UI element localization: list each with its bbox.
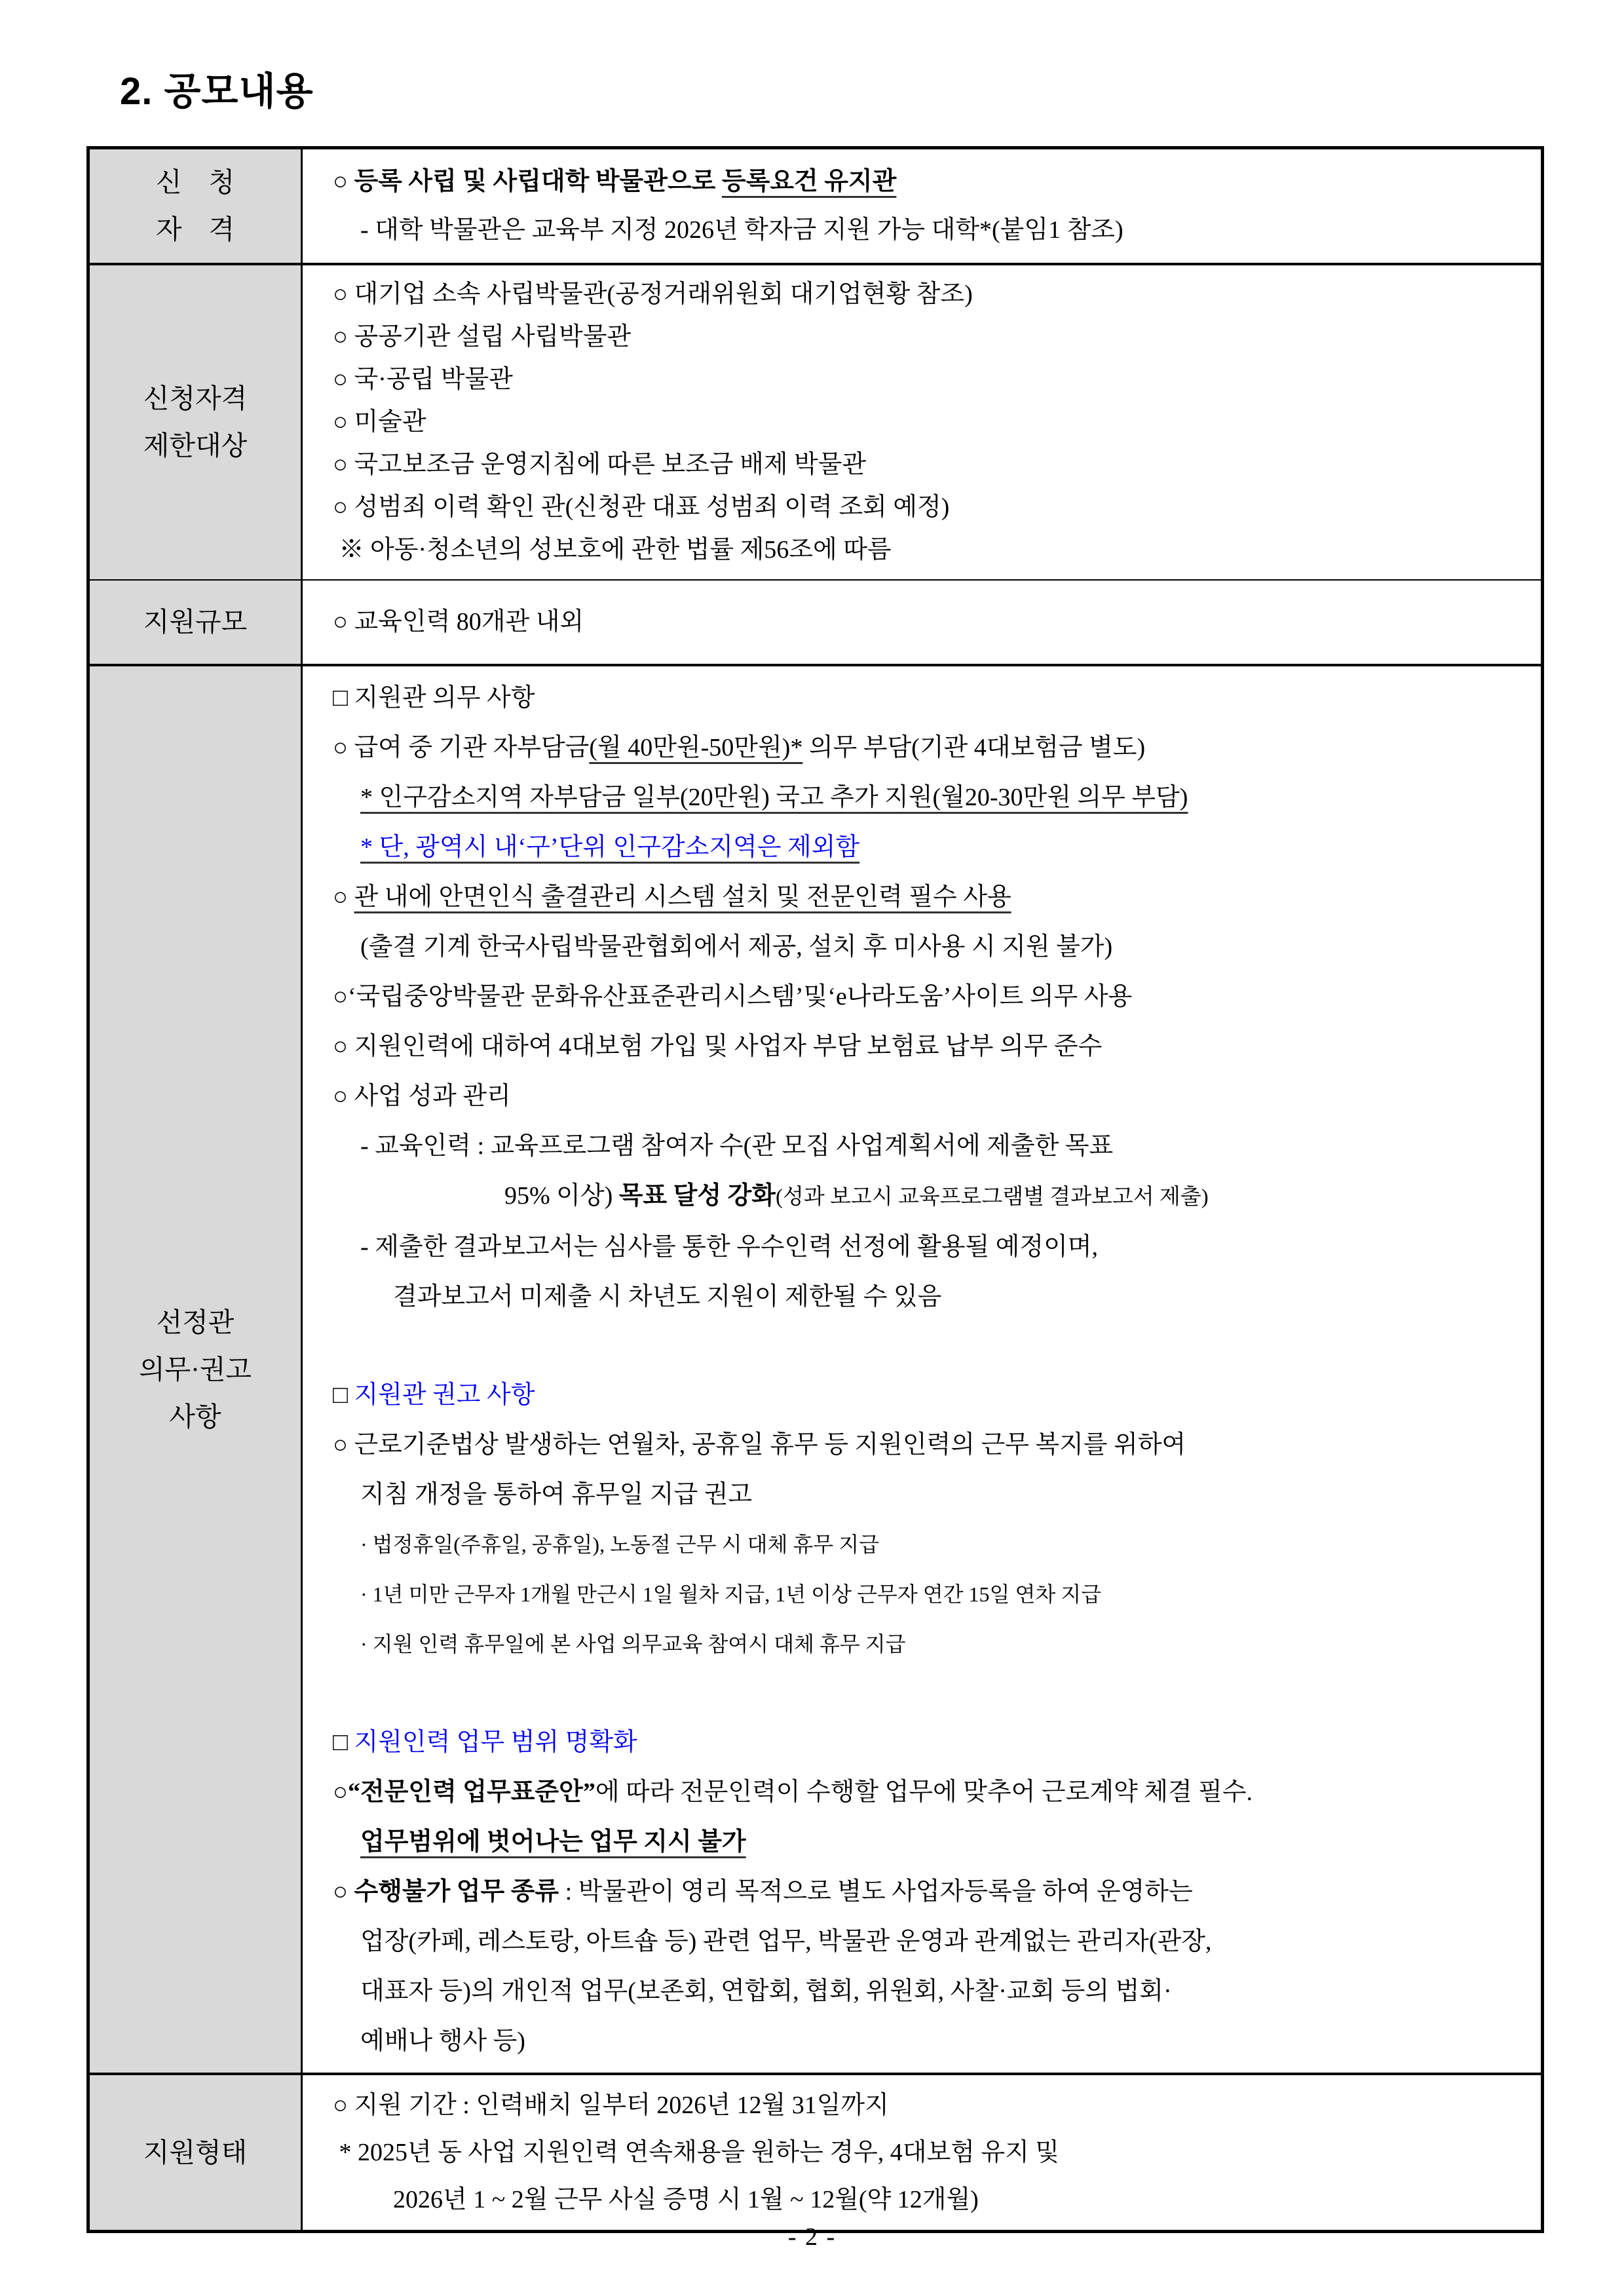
content-line xyxy=(333,1569,1532,1619)
text-segment: · 법정휴일(주휴일, 공휴일), 노동절 근무 시 대체 휴무 지급 xyxy=(360,1532,880,1556)
text-segment: 지원관 권고 사항 xyxy=(354,1381,535,1409)
text-segment: ○ 근로기준법상 발생하는 연월차, 공휴일 휴무 등 지원인력의 근무 복지를 위하여 xyxy=(333,1430,1186,1459)
row-content-restriction-targets xyxy=(302,264,1543,580)
content-line xyxy=(333,1767,1532,1817)
text-segment: □ xyxy=(333,1728,354,1756)
text-segment: “전문인력 업무표준안” xyxy=(347,1778,595,1806)
text-segment: 등록요건 유지관 xyxy=(721,168,897,196)
text-segment: ○ 급여 중 기관 자부담금 xyxy=(333,733,590,761)
content-line xyxy=(333,1619,1532,1669)
text-segment: ○ xyxy=(333,1778,348,1806)
text-segment: (출결 기계 한국사립박물관협회에서 제공, 설치 후 미사용 시 지원 불가) xyxy=(360,932,1113,961)
text-segment: · 지원 인력 휴무일에 본 사업 의무교육 참여시 대체 휴무 지급 xyxy=(360,1632,906,1656)
content-line xyxy=(333,401,1532,444)
content-line xyxy=(333,2082,1532,2129)
text-segment: □ xyxy=(333,1381,354,1409)
row-header-line: 선정관 xyxy=(156,1307,235,1337)
text-segment: - 제출한 결과보고서는 심사를 통한 우수인력 선정에 활용될 예정이며, xyxy=(360,1233,1098,1261)
text-segment: ○ 미술관 xyxy=(333,408,426,436)
text-segment: ○ 지원 기간 : 인력배치 일부터 2026년 12월 31일까지 xyxy=(333,2091,889,2119)
blank-line xyxy=(333,1669,1532,1717)
text-segment: · 1년 미만 근무자 1개월 만근시 1일 월차 지급, 1년 이상 근무자 연간 15일 연차 지급 xyxy=(360,1582,1102,1606)
content-line xyxy=(333,872,1532,922)
text-segment: - 교육인력 : 교육프로그램 참여자 수(관 모집 사업계획서에 제출한 목표 xyxy=(360,1132,1114,1160)
content-line xyxy=(333,972,1532,1022)
row-header-line: 의무·권고 xyxy=(138,1354,252,1385)
content-line xyxy=(333,599,1532,645)
content-line xyxy=(333,316,1532,358)
text-segment: □ 지원관 의무 사항 xyxy=(333,683,535,712)
text-segment: ○ 공공기관 설립 사립박물관 xyxy=(333,322,632,351)
text-segment: ○ 국고보조금 운영지침에 따른 보조금 배제 박물관 xyxy=(333,450,867,478)
content-line xyxy=(333,773,1532,822)
text-segment: 에 따라 전문인력이 수행할 업무에 맞추어 근로계약 체결 필수. xyxy=(595,1778,1253,1806)
content-line xyxy=(333,673,1532,723)
table-row-support-scale xyxy=(88,580,1543,665)
text-segment: 업장(카페, 레스토랑, 아트숍 등) 관련 업무, 박물관 운영과 관계없는 관리자(관장, xyxy=(360,1927,1212,1955)
content-line xyxy=(333,273,1532,316)
text-segment: (월 40만원-50만원)* xyxy=(589,733,803,761)
text-segment: (성과 보고시 교육프로그램별 결과보고서 제출) xyxy=(775,1185,1209,1209)
content-line xyxy=(333,444,1532,486)
row-header-line: 제한대상 xyxy=(143,430,248,461)
page-title: 2. 공모내용 xyxy=(120,70,314,113)
content-line xyxy=(333,1420,1532,1470)
row-content-obligations-recommendations xyxy=(302,665,1543,2074)
text-segment: ○ xyxy=(333,1877,354,1905)
text-segment: ※ 아동·청소년의 성보호에 관한 법률 제56조에 따름 xyxy=(333,535,892,564)
text-segment: 수행불가 업무 종류 xyxy=(354,1877,559,1905)
content-line xyxy=(333,1917,1532,1966)
row-header-line: 지원형태 xyxy=(143,2137,248,2168)
text-segment: 지침 개정을 통하여 휴무일 지급 권고 xyxy=(360,1480,753,1508)
text-segment: ○ 등록 사립 및 사립대학 박물관으로 xyxy=(333,168,722,196)
text-segment: ○ 성범죄 이력 확인 관(신청관 대표 성범죄 이력 조회 예정) xyxy=(333,493,950,521)
content-line xyxy=(333,1520,1532,1569)
table-row-support-type xyxy=(88,2074,1543,2232)
text-segment: 대표자 등)의 개인적 업무(보존회, 연합회, 협회, 위원회, 사찰·교회 등의 법회· xyxy=(360,1977,1172,2005)
content-line xyxy=(333,1717,1532,1767)
row-header-line: 사항 xyxy=(169,1401,221,1432)
text-segment: 의무 부담(기관 4대보험금 별도) xyxy=(803,733,1146,761)
content-line xyxy=(333,486,1532,529)
content-line xyxy=(333,1121,1532,1171)
text-segment: * 2025년 동 사업 지원인력 연속채용을 원하는 경우, 4대보험 유지 및 xyxy=(333,2138,1059,2166)
row-header-line: 지원규모 xyxy=(143,607,248,637)
text-segment: 95% 이상) xyxy=(504,1181,619,1210)
table-row-restriction-targets xyxy=(88,264,1543,580)
row-header-restriction-targets xyxy=(88,264,302,580)
content-line xyxy=(333,1817,1532,1867)
content-line xyxy=(333,822,1532,872)
text-segment: 결과보고서 미제출 시 차년도 지원이 제한될 수 있음 xyxy=(393,1282,942,1311)
table-row-obligations-recommendations xyxy=(88,665,1543,2074)
row-header-apply-qualification xyxy=(88,148,302,264)
row-header-support-type xyxy=(88,2074,302,2232)
text-segment: 목표 달성 강화 xyxy=(618,1181,776,1210)
content-line xyxy=(333,1966,1532,2016)
content-line xyxy=(333,2176,1532,2223)
content-line xyxy=(333,2016,1532,2066)
text-segment: ○‘국립중앙박물관 문화유산표준관리시스템’및‘e나라도움’사이트 의무 사용 xyxy=(333,982,1133,1010)
content-line xyxy=(333,206,1532,254)
text-segment: ○ 지원인력에 대하여 4대보험 가입 및 사업자 부담 보험료 납부 의무 준수 xyxy=(333,1032,1103,1060)
text-segment: 지원인력 업무 범위 명확화 xyxy=(354,1728,637,1756)
content-line xyxy=(333,1022,1532,1071)
content-line xyxy=(333,1470,1532,1520)
row-content-apply-qualification xyxy=(302,148,1543,264)
text-segment: * 단, 광역시 내‘구’단위 인구감소지역은 제외함 xyxy=(360,833,860,861)
row-header-obligations-recommendations xyxy=(88,665,302,2074)
content-line xyxy=(333,1272,1532,1322)
text-segment: 예배나 행사 등) xyxy=(360,2027,525,2055)
row-content-support-scale xyxy=(302,580,1543,665)
content-table xyxy=(86,146,1544,2233)
row-header-line: 자 격 xyxy=(155,214,235,245)
content-line xyxy=(333,157,1532,206)
content-line xyxy=(333,723,1532,773)
text-segment: ○ 국·공립 박물관 xyxy=(333,365,513,393)
text-segment: ○ 사업 성과 관리 xyxy=(333,1082,511,1110)
content-line xyxy=(333,1171,1532,1222)
row-header-line: 신 청 xyxy=(155,167,235,198)
text-segment: : 박물관이 영리 목적으로 별도 사업자등록을 하여 운영하는 xyxy=(559,1877,1193,1905)
text-segment: 관 내에 안면인식 출결관리 시스템 설치 및 전문인력 필수 사용 xyxy=(354,883,1011,911)
text-segment: * 인구감소지역 자부담금 일부(20만원) 국고 추가 지원(월20-30만원 의무 부담) xyxy=(360,783,1188,811)
page-number: - 2 - xyxy=(787,2223,837,2251)
content-line xyxy=(333,1370,1532,1420)
text-segment: 2026년 1 ~ 2월 근무 사실 증명 시 1월 ~ 12월(약 12개월) xyxy=(393,2185,979,2213)
content-line xyxy=(333,1867,1532,1917)
text-segment: ○ xyxy=(333,883,354,911)
row-header-line: 신청자격 xyxy=(143,383,248,413)
table-row-apply-qualification xyxy=(88,148,1543,264)
blank-line xyxy=(333,1322,1532,1370)
row-content-support-type xyxy=(302,2074,1543,2232)
content-line xyxy=(333,1222,1532,1272)
content-line xyxy=(333,2129,1532,2176)
content-line xyxy=(333,922,1532,972)
text-segment: ○ 대기업 소속 사립박물관(공정거래위원회 대기업현황 참조) xyxy=(333,280,973,308)
content-line xyxy=(333,358,1532,401)
text-segment: - 대학 박물관은 교육부 지정 2026년 학자금 지원 가능 대학*(붙임1 참조) xyxy=(360,216,1124,244)
content-line xyxy=(333,1071,1532,1121)
row-header-support-scale xyxy=(88,580,302,665)
text-segment: ○ 교육인력 80개관 내외 xyxy=(333,608,584,636)
content-line xyxy=(333,529,1532,571)
text-segment: 업무범위에 벗어나는 업무 지시 불가 xyxy=(360,1827,746,1856)
